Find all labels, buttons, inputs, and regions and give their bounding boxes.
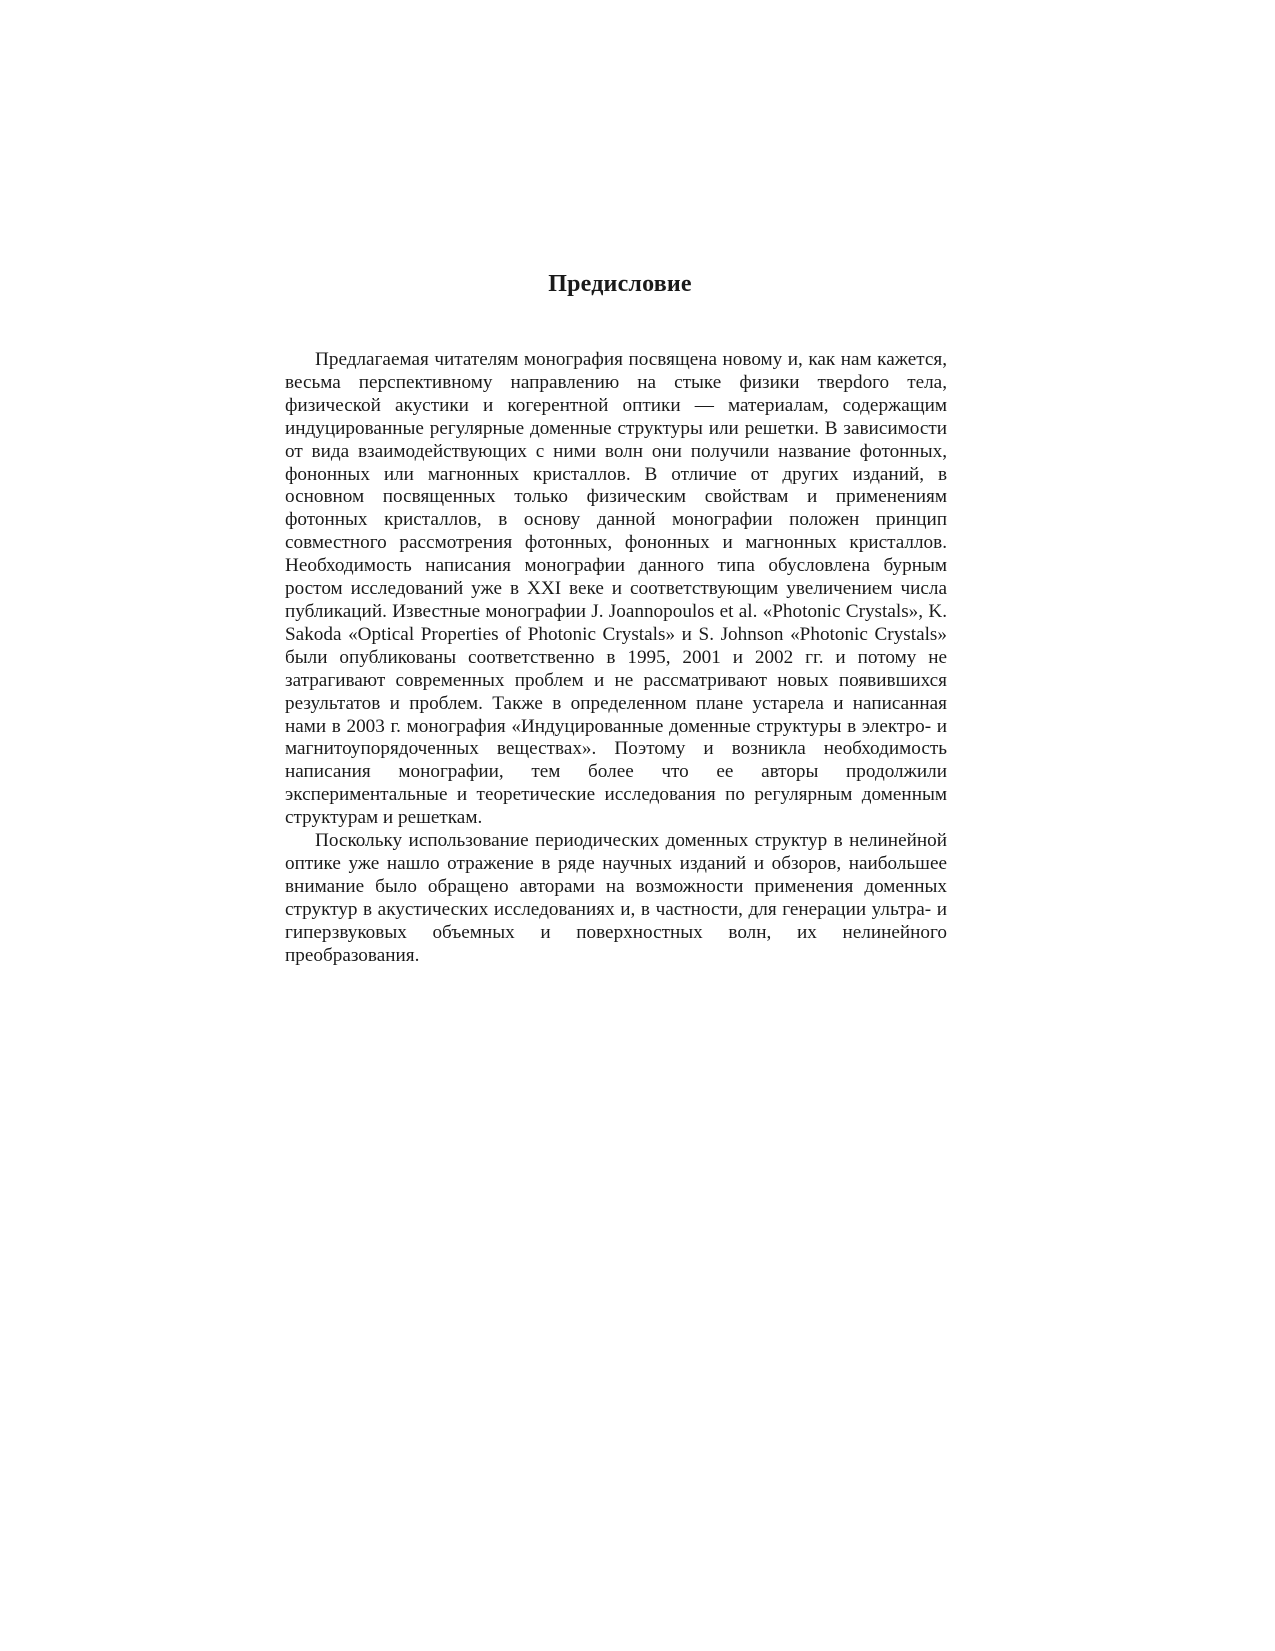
preface-body	[285, 349, 947, 967]
paragraph-1: Предлагаемая читателям монография посвящена новому и, как нам кажется, весьма перспективному направлению на стыке физики тверdого тела, физической акустики и когерентной оптики — материалам, содержащим индуцированные регулярные доменные структуры или решетки. В зависимости от вида взаимодействующих с ними волн они получили название фотонных, фононных или магнонных кристаллов. В отличие от других изданий, в основном посвященных только физическим свойствам и применениям фотонных кристаллов, в основу данной монографии положен принцип совместного рассмотрения фотонных, фононных и магнонных кристаллов. Необходимость написания монографии данного типа обусловлена бурным ростом исследований уже в XXI веке и соответствующим увеличением числа публикаций. Известные монографии J. Joannopoulos et al. «Photonic Crystals», K. Sakoda «Optical Properties of Photonic Crystals» и S. Johnson «Photonic Crystals» были опубликованы соответственно в 1995, 2001 и 2002 гг. и потому не затрагивают современных проблем и не рассматривают новых появившихся результатов и проблем. Также в определенном плане устарела и написанная нами в 2003 г. монография «Индуцированные доменные структуры в электро- и магнитоупорядоченных веществах». Поэтому и возникла необходимость написания монографии, тем более что ее авторы продолжили экспериментальные и теоретические исследования по регулярным доменным структурам и решеткам.	[285, 349, 947, 829]
paragraph-2: Поскольку использование периодических доменных структур в нелинейной оптике уже нашло отражение в ряде научных изданий и обзоров, наибольшее внимание было обращено авторами на возможности применения доменных структур в акустических исследованиях и, в частности, для генерации ультра- и гиперзвуковых объемных и поверхностных волн, их нелинейного преобразования.	[285, 830, 947, 966]
preface-page	[285, 268, 947, 967]
page-title: Предисловие	[548, 271, 692, 297]
